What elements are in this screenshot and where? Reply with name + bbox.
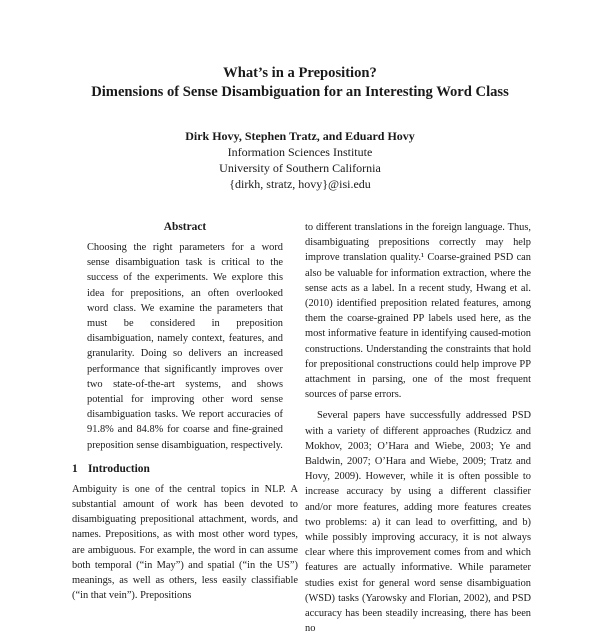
intro-paragraph-2: Several papers have successfully addressed PSD with a variety of different approaches (Rudzicz and Mokhov, 2003; O’Hara and Wiebe, 2003; Ye and Baldwin, 2007; O’Hara and Wiebe, 2009; Tratz and Hovy, 2009). However, while it is often possible to increase accuracy by using a different classifier and/or more features, adding more features creates two problems: a) it can lead to overfitting, and b) while possibly improving accuracy, it is not always clear where this improvement comes from and which features are actually informative. While parameter studies exist for general word sense disambiguation (WSD) tasks (Yarowsky and Florian, 2002), and PSD accuracy has been steadily increasing, there has been no (305, 410, 531, 635)
right-column (305, 220, 531, 636)
abstract-text: Choosing the right parameters for a word sense disambiguation task is critical to the success of the experiments. We explore this idea for prepositions, an often overlooked word class. We examine the parameters that must be considered in preposition disambiguation, namely context, features, and granularity. Doing so delivers an increased performance that significantly improves over two state-of-the-art systems, and shows potential for improving other word sense disambiguation tasks. We report accuracies of 91.8% and 84.8% for coarse and fine-grained preposition sense disambiguation, respectively. (87, 242, 283, 451)
abstract-heading: Abstract (163, 221, 207, 233)
author-institute: Information Sciences Institute (227, 145, 373, 159)
intro-paragraph-1: Ambiguity is one of the central topics in NLP. A substantial amount of work has been devoted to disambiguating prepositional attachment, words, and names. Prepositions, as with most other word types, are ambiguous. For example, the word in can assume both temporal (“in May”) and spatial (“in the US”) meanings, as well as others, less easily classifiable (“in that vein”). Prepositions (72, 483, 298, 602)
author-university: University of Southern California (219, 161, 381, 175)
section-heading-introduction (72, 462, 298, 477)
section-title: Introduction (88, 462, 150, 475)
author-emails: {dirkh, stratz, hovy}@isi.edu (229, 177, 371, 191)
intro-paragraph-1-continued: to different translations in the foreign language. Thus, disambiguating prepositions correctly may help improve translation quality.¹ Coarse-grained PSD can also be valuable for information extraction, where the sense acts as a label. In a recent study, Hwang et al. (2010) identified preposition related features, among them the coarse-grained PP labels used here, as the most informative feature in identifying caused-motion constructions. Understanding the constraints that hold for prepositional constructions could help improve PP attachment in parsing, one of the most frequent sources of parse errors. (305, 222, 531, 401)
title-line-1: What’s in a Preposition? (223, 65, 377, 81)
paper-title (0, 64, 600, 102)
author-block (0, 128, 600, 192)
left-column (72, 220, 298, 603)
title-line-2: Dimensions of Sense Disambiguation for an Interesting Word Class (91, 84, 509, 100)
author-names: Dirk Hovy, Stephen Tratz, and Eduard Hovy (185, 129, 415, 143)
section-number: 1 (72, 462, 78, 475)
